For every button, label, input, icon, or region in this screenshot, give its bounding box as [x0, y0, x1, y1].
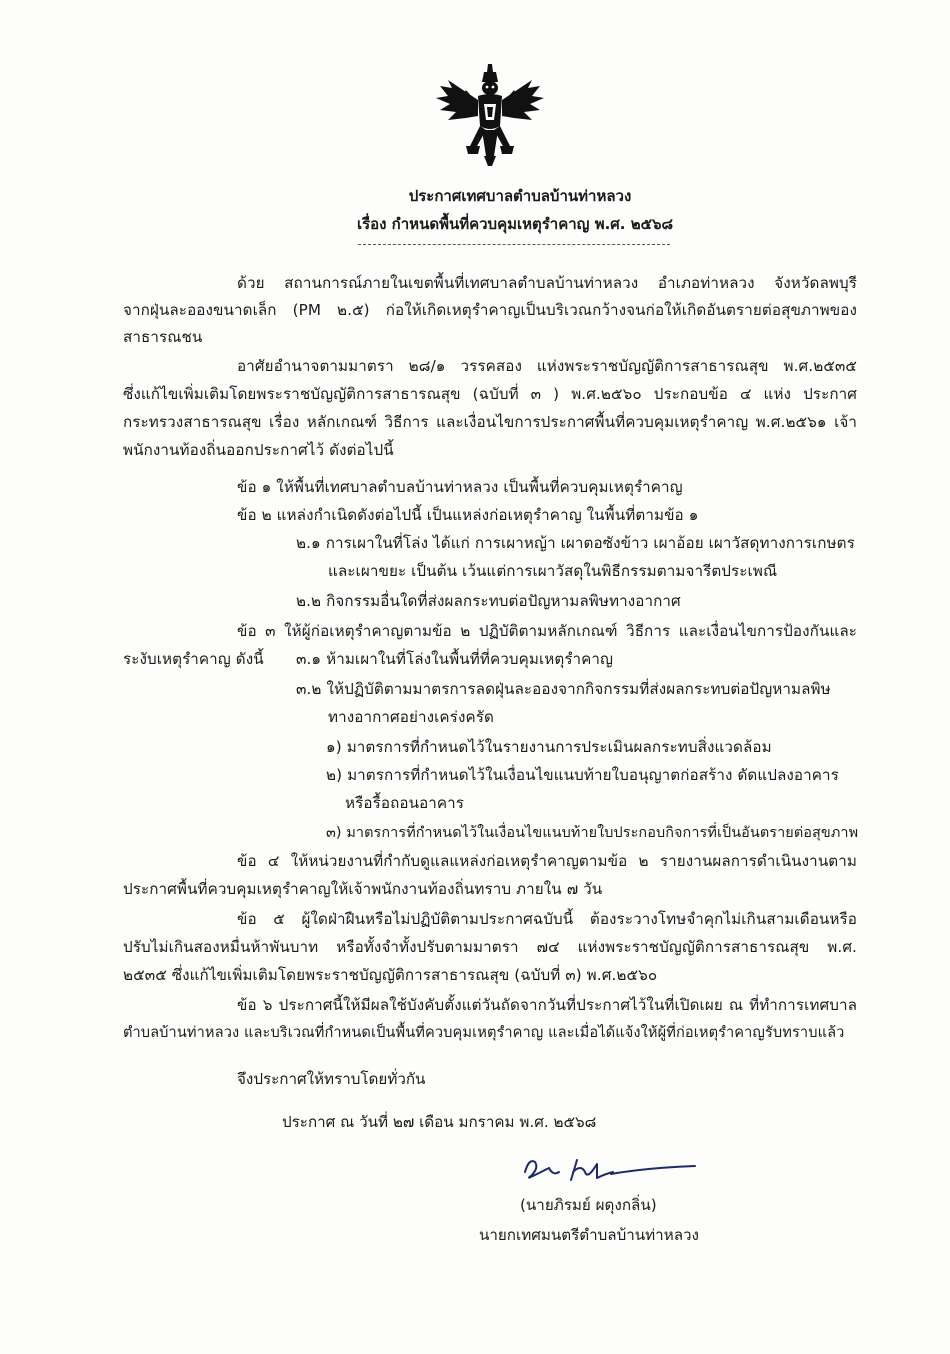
clause-2-1-cont: และเผาขยะ เป็นต้น เว้นแต่การเผาวัสดุในพิธีกรรมตามจารีตประเพณี: [328, 562, 778, 580]
announcement-date: ประกาศ ณ วันที่ ๒๗ เดือน มกราคม พ.ศ. ๒๕๖๘: [282, 1113, 597, 1131]
closing-statement: จึงประกาศให้ทราบโดยทั่วกัน: [237, 1070, 426, 1088]
announcement-title: ประกาศเทศบาลตำบลบ้านท่าหลวง: [408, 187, 632, 205]
measure-3: ๓) มาตรการที่กำหนดไว้ในเงื่อนไขแนบท้ายใบประกอบกิจการที่เป็นอันตรายต่อสุขภาพ: [326, 825, 859, 841]
clause-2: ข้อ ๒ แหล่งกำเนิดดังต่อไปนี้ เป็นแหล่งก่อเหตุรำคาญ ในพื้นที่ตามข้อ ๑: [237, 506, 699, 524]
paragraph-line: สาธารณชน: [123, 328, 203, 346]
clause-3-cont: ระงับเหตุรำคาญ ดังนี้: [123, 650, 264, 668]
measure-2: ๒) มาตรการที่กำหนดไว้ในเงื่อนไขแนบท้ายใบอนุญาตก่อสร้าง ดัดแปลงอาคาร: [326, 766, 839, 784]
clause-2-1: ๒.๑ การเผาในที่โล่ง ได้แก่ การเผาหญ้า เผาตอซังข้าว เผาอ้อย เผาวัสดุทางการเกษตร: [296, 534, 855, 552]
clause-6-cont: ตำบลบ้านท่าหลวง และบริเวณที่กำหนดเป็นพื้นที่ควบคุมเหตุรำคาญ และเมื่อได้แจ้งให้ผู้ที่ก่อเหตุรำคาญรับทราบแล้ว: [123, 1024, 845, 1041]
signatory-name: (นายภิรมย์ ผดุงกลิ่น): [520, 1196, 657, 1214]
paragraph-line: ด้วย สถานการณ์ภายในเขตพื้นที่เทศบาลตำบลบ้านท่าหลวง อำเภอท่าหลวง จังหวัดลพบุรี: [237, 274, 857, 292]
paragraph-line: ซึ่งแก้ไขเพิ่มเติมโดยพระราชบัญญัติการสาธารณสุข (ฉบับที่ ๓ ) พ.ศ.๒๕๖๐ ประกอบข้อ ๔ แห่ง ประกาศ: [123, 385, 857, 403]
clause-5: ข้อ ๕ ผู้ใดฝ่าฝืนหรือไม่ปฏิบัติตามประกาศฉบับนี้ ต้องระวางโทษจำคุกไม่เกินสามเดือนหรือ: [237, 910, 857, 928]
paragraph-line: อาศัยอำนาจตามมาตรา ๒๘/๑ วรรคสอง แห่งพระราชบัญญัติการสาธารณสุข พ.ศ.๒๕๓๕: [237, 357, 857, 375]
garuda-emblem-icon: [430, 60, 550, 170]
signatory-position: นายกเทศมนตรีตำบลบ้านท่าหลวง: [479, 1226, 699, 1244]
clause-3-1: ๓.๑ ห้ามเผาในที่โล่งในพื้นที่ที่ควบคุมเหตุรำคาญ: [296, 650, 614, 668]
clause-5-cont: ปรับไม่เกินสองหมื่นห้าพันบาท หรือทั้งจำทั้งปรับตามมาตรา ๗๔ แห่งพระราชบัญญัติการสาธารณสุข พ.ศ.: [123, 938, 857, 956]
clause-3-2-cont: ทางอากาศอย่างเคร่งครัด: [328, 708, 494, 726]
clause-3-2: ๓.๒ ให้ปฏิบัติตามมาตรการลดฝุ่นละอองจากกิจกรรมที่ส่งผลกระทบต่อปัญหามลพิษ: [296, 680, 831, 698]
paragraph-line: จากฝุ่นละอองขนาดเล็ก (PM ๒.๕) ก่อให้เกิดเหตุรำคาญเป็นบริเวณกว้างจนก่อให้เกิดอันตรายต่อสุขภาพของ: [123, 301, 857, 319]
clause-4: ข้อ ๔ ให้หน่วยงานที่กำกับดูแลแหล่งก่อเหตุรำคาญตามข้อ ๒ รายงานผลการดำเนินงานตาม: [237, 852, 857, 870]
measure-1: ๑) มาตรการที่กำหนดไว้ในรายงานการประเมินผลกระทบสิ่งแวดล้อม: [326, 738, 772, 756]
clause-5-cont: ๒๕๓๕ ซึ่งแก้ไขเพิ่มเติมโดยพระราชบัญญัติการสาธารณสุข (ฉบับที่ ๓) พ.ศ.๒๕๖๐: [123, 966, 658, 984]
clause-3: ข้อ ๓ ให้ผู้ก่อเหตุรำคาญตามข้อ ๒ ปฏิบัติตามหลักเกณฑ์ วิธีการ และเงื่อนไขการป้องกันและ: [237, 622, 857, 640]
title-divider: [358, 244, 670, 245]
signature-mark: [515, 1150, 705, 1190]
clause-6: ข้อ ๖ ประกาศนี้ให้มีผลใช้บังคับตั้งแต่วันถัดจากวันที่ประกาศไว้ในที่เปิดเผย ณ ที่ทำการเทศบาล: [237, 996, 857, 1014]
clause-2-2: ๒.๒ กิจกรรมอื่นใดที่ส่งผลกระทบต่อปัญหามลพิษทางอากาศ: [296, 592, 681, 610]
announcement-subject: เรื่อง กำหนดพื้นที่ควบคุมเหตุรำคาญ พ.ศ. ๒๕๖๘: [356, 215, 674, 233]
clause-1: ข้อ ๑ ให้พื้นที่เทศบาลตำบลบ้านท่าหลวง เป็นพื้นที่ควบคุมเหตุรำคาญ: [237, 478, 683, 496]
paragraph-line: กระทรวงสาธารณสุข เรื่อง หลักเกณฑ์ วิธีการ และเงื่อนไขการประกาศพื้นที่ควบคุมเหตุรำคาญ พ.ศ.๒๕๖๑ เจ้า: [123, 413, 857, 431]
measure-2-cont: หรือรื้อถอนอาคาร: [345, 794, 465, 812]
paragraph-line: พนักงานท้องถิ่นออกประกาศไว้ ดังต่อไปนี้: [123, 441, 394, 459]
clause-4-cont: ประกาศพื้นที่ควบคุมเหตุรำคาญให้เจ้าพนักงานท้องถิ่นทราบ ภายใน ๗ วัน: [123, 880, 603, 898]
